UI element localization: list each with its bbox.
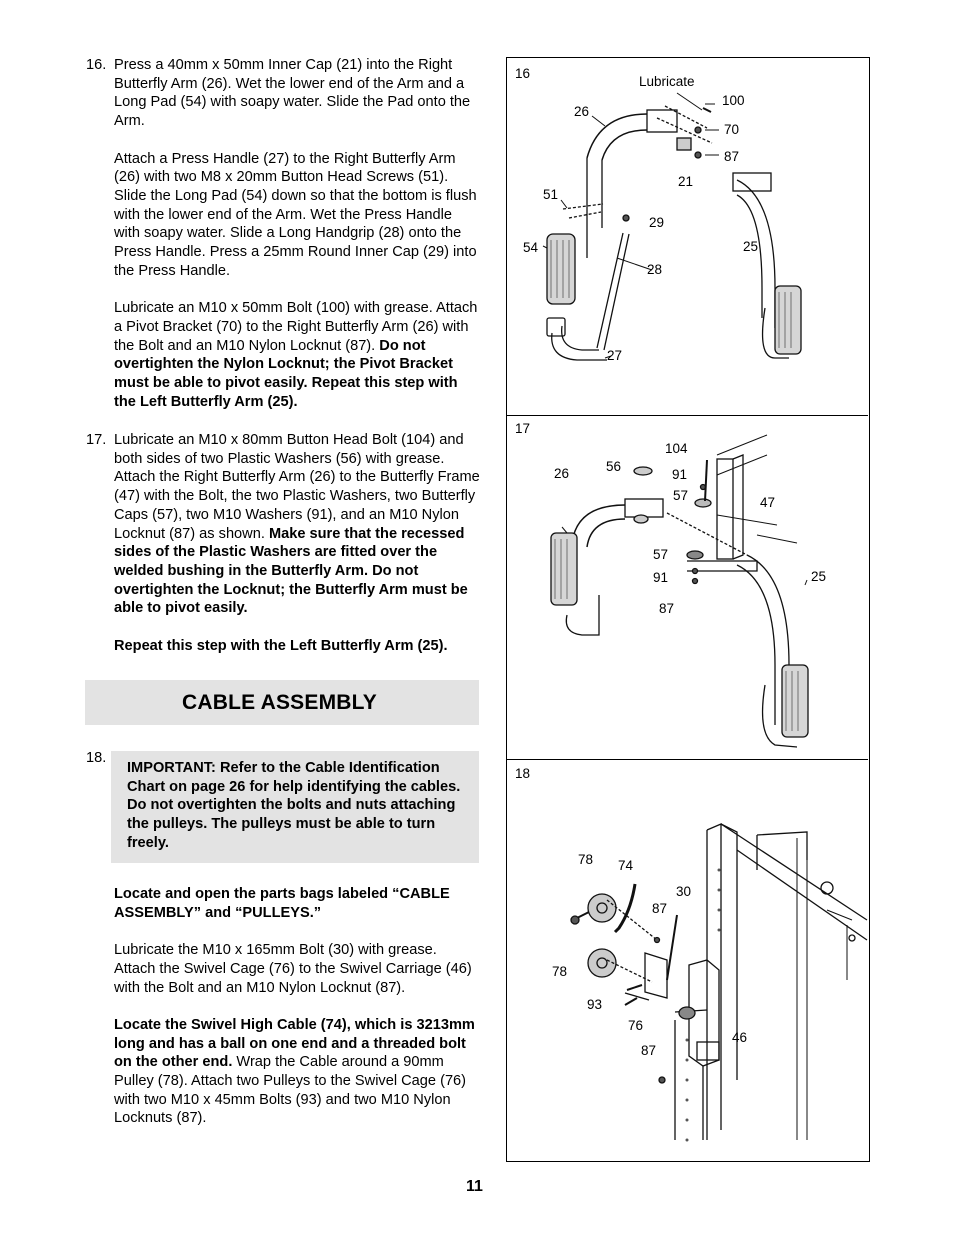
part-label: 30 (676, 884, 692, 899)
figure-18 (507, 760, 868, 1161)
part-label: 54 (523, 240, 539, 255)
section-title: CABLE ASSEMBLY (182, 691, 377, 714)
figure-18-step-label: 18 (515, 766, 531, 781)
part-label: 93 (587, 997, 603, 1012)
part-label: 87 (659, 601, 675, 616)
step-17-paragraph-2 (114, 637, 481, 656)
step-18-parts-bags: Locate and open the parts bags labeled “CABLE ASSEMBLY” and “PULLEYS.” (114, 886, 450, 921)
page-number: 11 (466, 1178, 483, 1195)
step-18-paragraph-2: Lubricate the M10 x 165mm Bolt (30) with grease. Attach the Swivel Cage (76) to the Swivel Carriage (46) with the Bolt and an M10 Nylon Locknut (87). (114, 942, 472, 996)
part-label: 87 (652, 901, 668, 916)
part-label: 27 (607, 348, 623, 363)
step-18-paragraph-3 (114, 1016, 481, 1128)
step-17-paragraph-1 (114, 431, 481, 618)
step-17-instruction: Lubricate an M10 x 80mm Button Head Bolt (104) and both sides of two Plastic Washers (56) with grease. Attach the Right Butterfly Arm (26) to the Butterfly Frame (47) with the Bolt, the two Plastic Washers, two Butterfly Caps (57), two M10 Washers (91), and an M10 Nylon Locknut (87) as shown. (114, 432, 480, 542)
step-16 (86, 56, 481, 411)
part-label: 74 (618, 858, 634, 873)
part-label: 51 (543, 187, 559, 202)
step-17 (86, 431, 481, 655)
step-18-cable-note: Locate the Swivel High Cable (74), which is 3213mm long and has a ball on one end and a threaded bolt on the other end. (114, 1016, 475, 1071)
part-label: 87 (724, 149, 740, 164)
part-label: 29 (649, 215, 665, 230)
part-label: 91 (672, 467, 688, 482)
step-number: 16. (86, 57, 107, 73)
step-17-repeat-note: Repeat this step with the Left Butterfly Arm (25). (114, 637, 448, 654)
figure-18-drawing (507, 760, 868, 1160)
part-label: 70 (724, 122, 740, 137)
part-label: 25 (743, 239, 759, 254)
part-label: 28 (647, 262, 663, 277)
part-label: 91 (653, 570, 669, 585)
part-label: 46 (732, 1030, 748, 1045)
part-label: 78 (552, 964, 568, 979)
figure-16-drawing (507, 58, 868, 414)
figure-16 (507, 58, 868, 416)
step-18-paragraph-1 (114, 885, 481, 922)
step-number: 18. (86, 750, 107, 766)
part-label: 57 (673, 488, 689, 503)
part-label: 26 (574, 104, 590, 119)
part-label: 57 (653, 547, 669, 562)
step-16-instruction: Lubricate an M10 x 50mm Bolt (100) with grease. Attach a Pivot Bracket (70) to the Right Butterfly Arm (26) with the Bolt and an M10 Nylon Locknut (87). (114, 300, 478, 354)
part-label: 21 (678, 174, 694, 189)
part-label: 104 (665, 441, 688, 456)
figure-16-step-label: 16 (515, 66, 531, 81)
step-16-paragraph-2: Attach a Press Handle (27) to the Right Butterfly Arm (26) with two M8 x 20mm Button Head Screws (51). Slide the Long Pad (54) down so that the bottom is flush with the lower end of the Arm. Wet the Press Handle with soapy water. Slide a Long Handgrip (28) onto the Press Handle. Press a 25mm Round Inner Cap (29) into the Press Handle. (114, 150, 477, 279)
figure-17 (507, 415, 868, 760)
step-number: 17. (86, 432, 107, 448)
section-heading (85, 680, 479, 725)
part-label: 78 (578, 852, 594, 867)
part-label: 25 (811, 569, 827, 584)
part-label: 100 (722, 93, 745, 108)
part-label: 47 (760, 495, 776, 510)
part-label: 56 (606, 459, 622, 474)
step-16-paragraph-3 (114, 299, 481, 411)
figure-17-step-label: 17 (515, 421, 531, 436)
lubricate-label: Lubricate (639, 74, 695, 89)
step-17-warning: Make sure that the recessed sides of the Plastic Washers are fitted over the welded bushing in the Butterfly Arm. Do not overtighten the Locknut; the Butterfly Arm must be able to pivot easily. (114, 525, 468, 617)
part-label: 26 (554, 466, 570, 481)
step-18-instruction: Wrap the Cable around a 90mm Pulley (78). Attach two Pulleys to the Swivel Cage (76) with two M10 x 45mm Bolts (93) and two M10 Nylon Locknuts (87). (114, 1054, 467, 1127)
part-label: 76 (628, 1018, 644, 1033)
important-note-text: IMPORTANT: Refer to the Cable Identification Chart on page 26 for help identifying the cables. Do not overtighten the bolts and nuts attaching the pulleys. The pulleys must be able to turn freely. (127, 760, 461, 851)
figures-column (506, 57, 870, 1162)
step-16-paragraph-1: Press a 40mm x 50mm Inner Cap (21) into the Right Butterfly Arm (26). Wet the lower end of the Arm and a Long Pad (54) with soapy water. Slide the Pad onto the Arm. (114, 57, 471, 130)
step-16-warning: Do not overtighten the Nylon Locknut; the Pivot Bracket must be able to pivot easily. Repeat this step with the Left Butterfly Arm (25). (114, 337, 458, 410)
important-note (111, 751, 479, 863)
step-18-body (86, 885, 481, 1128)
part-label: 87 (641, 1043, 657, 1058)
